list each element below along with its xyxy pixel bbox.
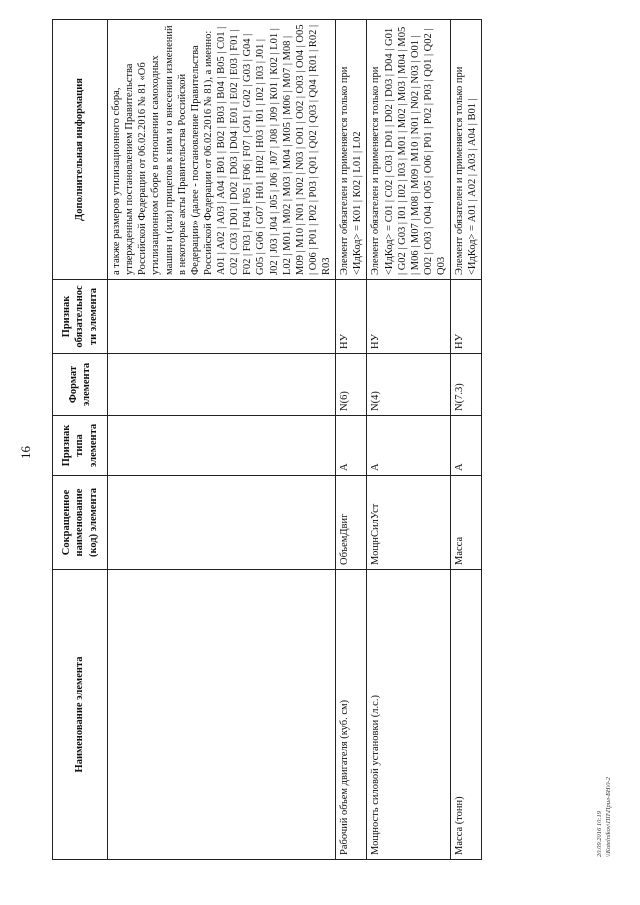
cell-code: ОбъемДвиг bbox=[336, 476, 367, 570]
table-row bbox=[108, 20, 336, 860]
cell-required: НУ bbox=[367, 280, 451, 354]
cell-info: Элемент обязателен и применяется только при <ИдКод> = К01 | К02 | L01 | L02 bbox=[336, 20, 367, 280]
header-required: Признак обязательности элемента bbox=[53, 280, 108, 354]
page-number: 16 bbox=[18, 446, 33, 459]
cell-code: МощнСилУст bbox=[367, 476, 451, 570]
cell-type bbox=[108, 416, 336, 476]
cell-required: НУ bbox=[336, 280, 367, 354]
cell-info: а также размеров утилизационного сбора, утвержденным постановлением Правительства Российской Федерации от 06.02.2016 № 81 «Об утилизационном сборе в отношении самоходных машин и (или) прицепов к ним и о внесении изменений в некоторые акты Правительства Российской Федерации» (далее - постановление Правительства Российской Федерации от 06.02.2016 № 81), а именно: А01 | А02 | А03 | А04 | В01 | В02 | В03 | В04 | В05 | С01 | С02 | С03 | D01 | D02 | D03 | D04 | Е01 | Е02 | Е03 | F01 | F02 | F03 | F04 | F05 | F06 | F07 | G01 | G02 | G03 | G04 | G05 | G06 | G07 | Н01 | Н02 | Н03 | I01 | I02 | I03 | J01 | J02 | J03 | J04 | J05 | J06 | J07 | J08 | J09 | К01 | К02 | L01 | L02 | М01 | М02 | М03 | М04 | М05 | М06 | М07 | М08 | М09 | М10 | N01 | N02 | N03 | О01 | О02 | О03 | О04 | О05 | О06 | Р01 | Р02 | Р03 | Q01 | Q02 | Q03 | Q04 | R01 | R02 | R03 bbox=[108, 20, 336, 280]
cell-type: А bbox=[367, 416, 451, 476]
header-name: Наименование элемента bbox=[53, 570, 108, 860]
header-code: Сокращенное наименование (код) элемента bbox=[53, 476, 108, 570]
footer-date: 20.09.2016 10:19 bbox=[596, 810, 603, 857]
cell-format bbox=[108, 354, 336, 416]
cell-format: N(7.3) bbox=[451, 354, 482, 416]
spec-table bbox=[52, 19, 482, 860]
table-row bbox=[336, 20, 367, 860]
cell-info: Элемент обязателен и применяется только при <ИдКод> = А01 | А02 | А03 | А04 | В01 | bbox=[451, 20, 482, 280]
table-row bbox=[451, 20, 482, 860]
cell-type: А bbox=[336, 416, 367, 476]
footer-stamp bbox=[596, 777, 614, 857]
cell-name: Мощность силовой установки (л.с.) bbox=[367, 570, 451, 860]
cell-format: N(4) bbox=[367, 354, 451, 416]
cell-info: Элемент обязателен и применяется только при <ИдКод> = С01 | С02 | С03 | D01 | D02 | D03 | D04 | G01 | G02 | G03 | I01 | I02 | I03 | М01 | М02 | М03 | М04 | М05 | М06 | М07 | М08 | М09 | М10 | N01 | N02 | N03 | О01 | О02 | О03 | О04 | О05 | О06 | Р01 | Р02 | Р03 | Q01 | Q02 | Q03 bbox=[367, 20, 451, 280]
cell-required: НУ bbox=[451, 280, 482, 354]
footer-path: \\Kotelnikov\ПП\Прил-БН\0-2 bbox=[604, 777, 612, 857]
header-format: Формат элемента bbox=[53, 354, 108, 416]
header-type: Признак типа элемента bbox=[53, 416, 108, 476]
cell-name: Масса (тонн) bbox=[451, 570, 482, 860]
cell-code: Масса bbox=[451, 476, 482, 570]
cell-format: N(6) bbox=[336, 354, 367, 416]
cell-required bbox=[108, 280, 336, 354]
header-info: Дополнительная информация bbox=[53, 20, 108, 280]
cell-name: Рабочий объем двигателя (куб. см) bbox=[336, 570, 367, 860]
table-row bbox=[367, 20, 451, 860]
header-row bbox=[53, 20, 108, 860]
cell-code bbox=[108, 476, 336, 570]
cell-name bbox=[108, 570, 336, 860]
cell-type: А bbox=[451, 416, 482, 476]
